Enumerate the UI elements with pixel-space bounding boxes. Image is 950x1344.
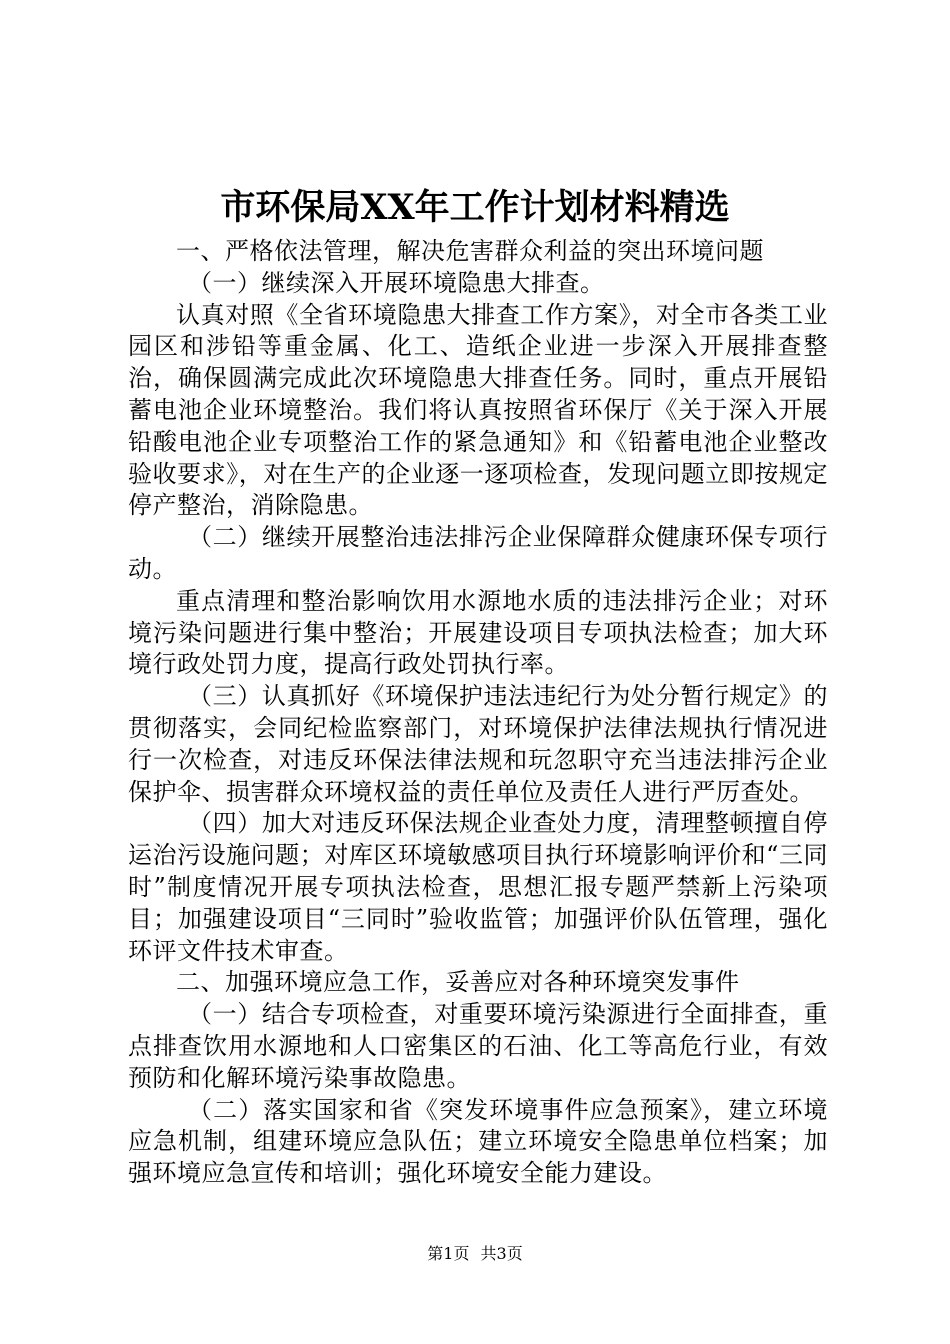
section-heading: 一、严格依法管理，解决危害群众利益的突出环境问题 [176,237,764,265]
subsection-heading: （二）继续开展整治违法排污企业保障群众健康环保专项行动。 [128,523,828,583]
section-heading: 二、加强环境应急工作，妥善应对各种环境突发事件 [176,968,740,997]
document-title: 市环保局XX年工作计划材料精选 [220,187,730,228]
subsection-heading: （一）继续深入开展环境隐患大排查。 [188,268,605,297]
document-body [128,236,828,1190]
body-paragraph: 重点清理和整治影响饮用水源地水质的违法排污企业；对环境污染问题进行集中整治；开展建设项目专项执法检查；加大环境行政处罚力度，提高行政处罚执行率。 [128,586,828,679]
body-paragraph: （四）加大对违反环保法规企业查处力度，清理整顿擅自停运治污设施问题；对库区环境敏感项目执行环境影响评价和“三同时”制度情况开展专项执法检查，思想汇报专题严禁新上污染项目；加强建设项目“三同时”验收监管；加强评价队伍管理，强化环评文件技术审查。 [128,809,828,965]
page-footer [0,1243,950,1265]
body-paragraph: （二）落实国家和省《突发环境事件应急预案》，建立环境应急机制，组建环境应急队伍；建立环境安全隐患单位档案；加强环境应急宣传和培训；强化环境安全能力建设。 [128,1095,828,1188]
body-paragraph: （一）结合专项检查，对重要环境污染源进行全面排查，重点排查饮用水源地和人口密集区的石油、化工等高危行业，有效预防和化解环境污染事故隐患。 [128,1000,828,1092]
body-paragraph: （三）认真抓好《环境保护违法违纪行为处分暂行规定》的贯彻落实，会同纪检监察部门，对环境保护法律法规执行情况进行一次检查，对违反环保法律法规和玩忽职守充当违法排污企业保护伞、损害群众环境权益的责任单位及责任人进行严厉查处。 [128,682,828,806]
page-number: 第1页 [427,1244,470,1263]
page-total: 共3页 [480,1244,523,1263]
body-paragraph: 认真对照《全省环境隐患大排查工作方案》，对全市各类工业园区和涉铅等重金属、化工、造纸企业进一步深入开展排查整治，确保圆满完成此次环境隐患大排查任务。同时，重点开展铅蓄电池企业环境整治。我们将认真按照省环保厅《关于深入开展铅酸电池企业专项整治工作的紧急通知》和《铅蓄电池企业整改验收要求》，对在生产的企业逐一逐项检查，发现问题立即按规定停产整治，消除隐患。 [128,300,828,520]
